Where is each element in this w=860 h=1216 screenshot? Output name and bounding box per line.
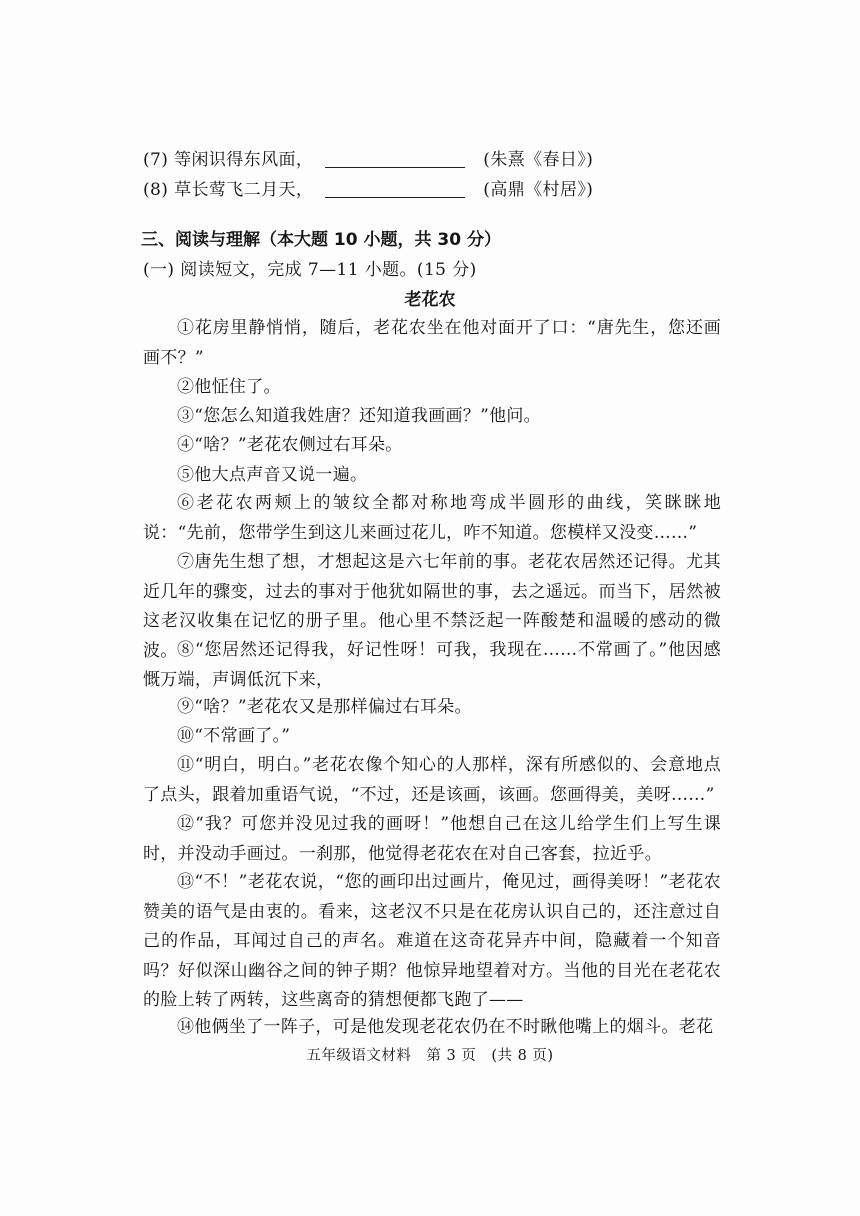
answer-blank[interactable] <box>325 153 465 168</box>
section-heading: 三、阅读与理解（本大题 10 小题，共 30 分） <box>141 230 501 250</box>
paragraph: ⑪“明白，明白。”老花农像个知心的人那样，深有所感似的、会意地点了点头，跟着加重语气说，“不过，还是该画，该画。您画得美，美呀……” <box>143 755 721 805</box>
paragraph: ①花房里静悄悄，随后，老花农坐在他对面开了口：“唐先生，您还画画不？” <box>143 318 721 368</box>
paragraph: ⑨“啥？”老花农又是那样偏过右耳朵。 <box>177 697 472 717</box>
paragraph: ⑥老花农两颊上的皱纹全都对称地弯成半圆形的曲线，笑眯眯地说：“先前，您带学生到这儿来画过花儿，咋不知道。您模样又没变……” <box>143 493 721 543</box>
section-subheading: (一) 阅读短文，完成 7—11 小题。(15 分) <box>143 260 477 280</box>
paragraph: ⑩“不常画了。” <box>177 726 291 746</box>
paragraph: ④“啥？”老花农侧过右耳朵。 <box>177 435 403 455</box>
paragraph: ⑬“不！”老花农说，“您的画印出过画片，俺见过，画得美呀！”老花农赞美的语气是由衷的。看来，这老汉不只是在花房认识自己的，还注意过自己的作品，耳闻过自己的声名。难道在这奇花异卉中间，隐藏着一个知音吗？好似深山幽谷之间的钟子期？他惊异地望着对方。当他的目光在老花农的脸上转了两转，这些离奇的猜想便都飞跑了—— <box>143 872 721 1010</box>
fill-in-text: (8) 草长莺飞二月天， <box>143 180 314 200</box>
fill-in-text: (7) 等闲识得东风面， <box>143 150 314 170</box>
paragraph: ⑦唐先生想了想，才想起这是六七年前的事。老花农居然还记得。尤其近几年的骤变，过去的事对于他犹如隔世的事，去之遥远。而当下，居然被这老汉收集在记忆的册子里。他心里不禁泛起一阵酸楚和温暖的感动的微波。 <box>143 552 721 661</box>
poem-source: (高鼎《村居》) <box>483 180 594 200</box>
article-title: 老花农 <box>404 290 456 310</box>
paragraph: ⑤他大点声音又说一遍。 <box>177 465 368 485</box>
page-footer: 五年级语文材料 第 3 页 (共 8 页) <box>306 1048 554 1064</box>
paragraph: ⑧“您居然还记得我，好记性呀！可我，我现在……不常画了。”他因感慨万端，声调低沉下来， <box>143 640 721 690</box>
paragraph: ②他怔住了。 <box>177 377 281 397</box>
paragraph: ③“您怎么知道我姓唐？还知道我画画？”他问。 <box>177 406 541 426</box>
paragraph: ⑫“我？可您并没见过我的画呀！”他想自己在这儿给学生们上写生课时，并没动手画过。一刹那，他觉得老花农在对自己客套，拉近乎。 <box>143 814 721 864</box>
poem-source: (朱熹《春日》) <box>483 150 594 170</box>
fill-in-line-7 <box>143 149 593 171</box>
paragraph: ⑭他俩坐了一阵子，可是他发现老花农仍在不时瞅他嘴上的烟斗。老花 <box>177 1017 714 1037</box>
fill-in-line-8 <box>143 179 593 201</box>
answer-blank[interactable] <box>325 183 465 198</box>
